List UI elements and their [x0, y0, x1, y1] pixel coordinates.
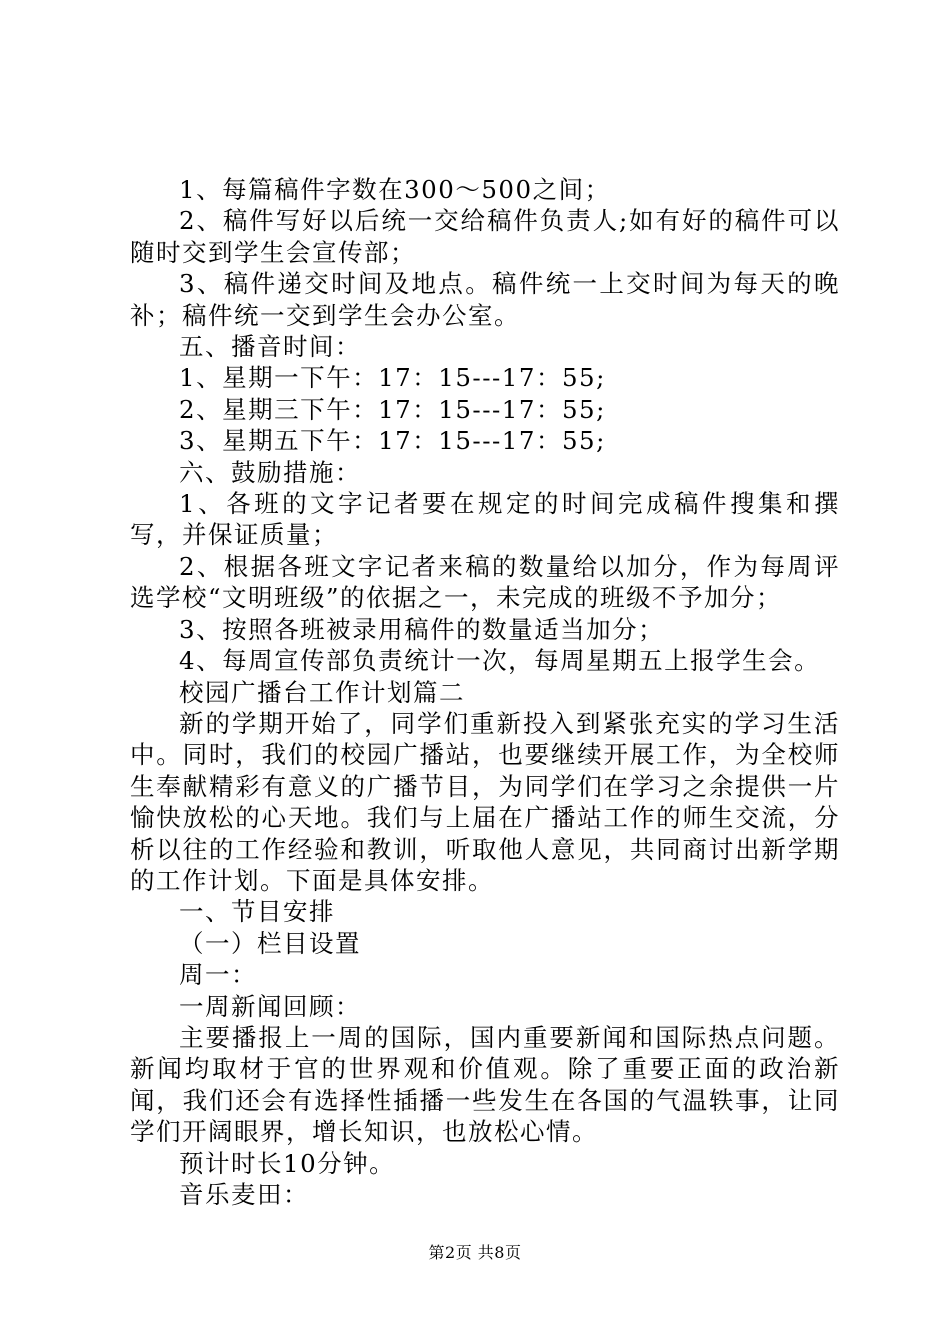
article-title: 校园广播台工作计划篇二: [179, 677, 465, 707]
paragraph: 1、各班的文字记者要在规定的时间完成稿件搜集和撰写，并保证质量；: [130, 489, 840, 550]
section-heading: 五、播音时间：: [179, 332, 361, 362]
section-heading: 一、节目安排: [179, 897, 335, 927]
paragraph: 3、星期五下午：17：15---17：55;: [179, 426, 606, 456]
subsection-heading: （一）栏目设置: [179, 928, 361, 958]
paragraph: 新的学期开始了，同学们重新投入到紧张充实的学习生活中。同时，我们的校园广播站，也要继续开展工作，为全校师生奉献精彩有意义的广播节目，为同学们在学习之余提供一片愉快放松的心天地。我们与上届在广播站工作的师生交流，分析以往的工作经验和教训，听取他人意见，共同商讨出新学期的工作计划。下面是具体安排。: [130, 708, 840, 895]
paragraph: 2、根据各班文字记者来稿的数量给以加分，作为每周评选学校“文明班级”的依据之一，未完成的班级不予加分；: [130, 551, 840, 613]
paragraph: 预计时长10分钟。: [179, 1148, 396, 1178]
document-body: [130, 174, 840, 1210]
paragraph: 4、每周宣传部负责统计一次，每周星期五上报学生会。: [179, 646, 821, 676]
paragraph: 1、星期一下午：17：15---17：55;: [179, 363, 606, 393]
paragraph: 2、稿件写好以后统一交给稿件负责人;如有好的稿件可以随时交到学生会宣传部；: [130, 206, 840, 267]
paragraph: 1、每篇稿件字数在300～500之间；: [179, 175, 611, 204]
paragraph: 主要播报上一周的国际，国内重要新闻和国际热点问题。新闻均取材于官的世界观和价值观。除了重要正面的政治新闻，我们还会有选择性插播一些发生在各国的气温轶事，让同学们开阔眼界，增长知识，也放松心情。: [130, 1022, 840, 1147]
section-heading: 六、鼓励措施：: [179, 457, 361, 487]
page-footer: 第2页 共8页: [428, 1243, 522, 1262]
paragraph: 周一：: [179, 960, 257, 990]
paragraph: 音乐麦田：: [179, 1180, 309, 1209]
paragraph: 2、星期三下午：17：15---17：55;: [179, 394, 606, 424]
paragraph: 一周新闻回顾：: [179, 991, 361, 1021]
paragraph: 3、稿件递交时间及地点。稿件统一上交时间为每天的晚补；稿件统一交到学生会办公室。: [130, 269, 840, 330]
paragraph: 3、按照各班被录用稿件的数量适当加分；: [179, 614, 665, 644]
